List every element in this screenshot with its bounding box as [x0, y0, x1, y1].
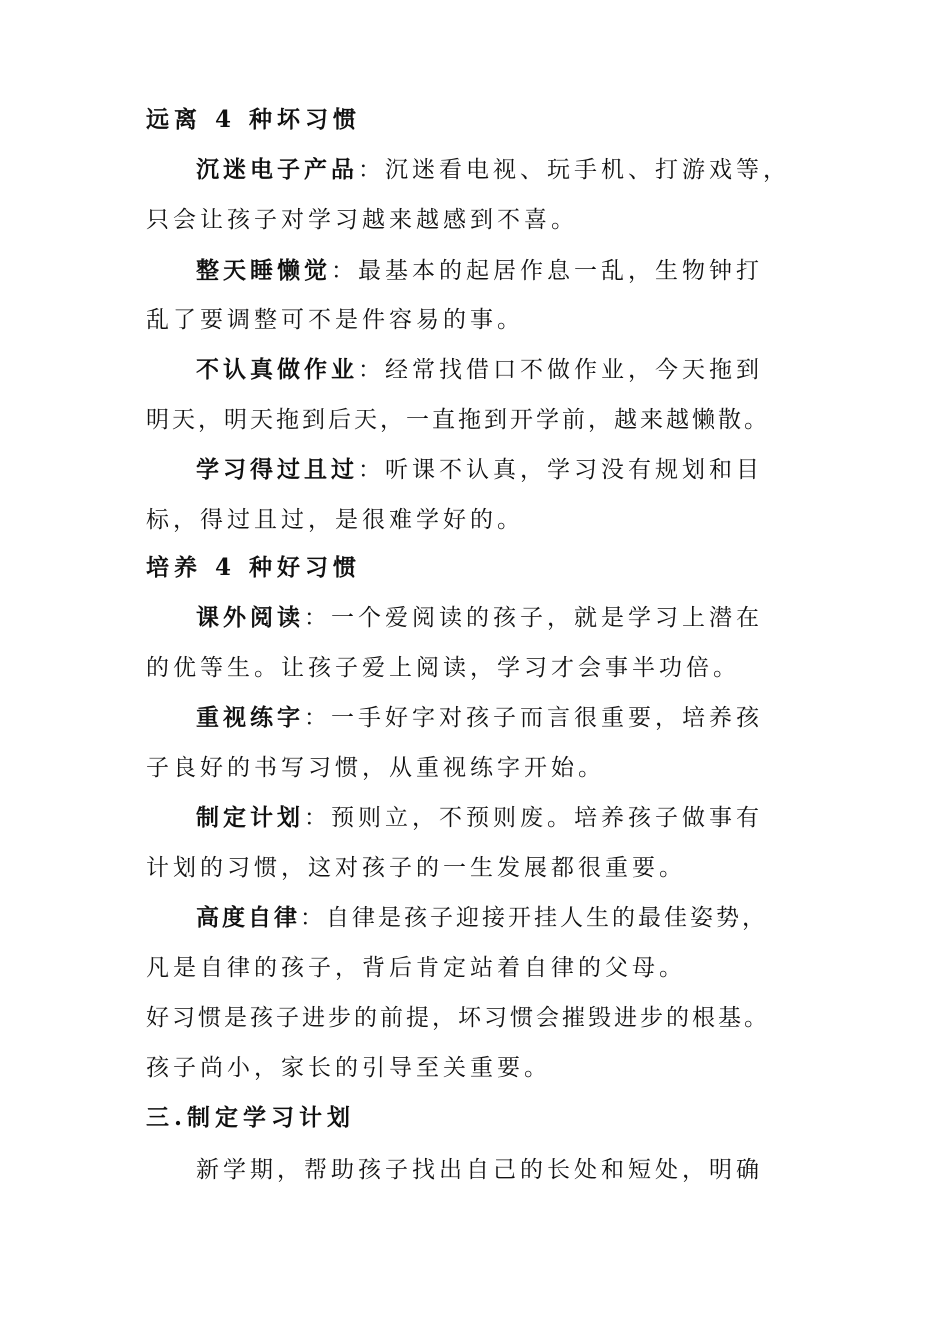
paragraph-handwriting-line-1	[196, 703, 763, 733]
term-study: 学习得过且过	[196, 456, 358, 483]
term-electronics: 沉迷电子产品	[196, 156, 358, 183]
paragraph-electronics-line-1	[196, 155, 790, 185]
paragraph-homework-line-1	[196, 355, 763, 385]
colon: ：	[358, 157, 385, 183]
paragraph-reading-line-2: 的优等生。让孩子爱上阅读，学习才会事半功倍。	[146, 655, 740, 681]
summary-line-2: 孩子尚小，家长的引导至关重要。	[146, 1055, 551, 1081]
colon: ：	[331, 258, 358, 284]
paragraph-text: 自律是孩子迎接开挂人生的最佳姿势，	[326, 905, 768, 931]
paragraph-planning-line-1	[196, 803, 763, 833]
colon: ：	[304, 805, 331, 831]
term-discipline: 高度自律	[196, 904, 300, 931]
paragraph-text: 一个爱阅读的孩子，就是学习上潜在	[331, 605, 763, 631]
paragraph-text: 沉迷看电视、玩手机、打游戏等，	[385, 157, 790, 183]
paragraph-text: 最基本的起居作息一乱，生物钟打	[358, 258, 763, 284]
paragraph-reading-line-1	[196, 603, 763, 633]
section-heading-good-habits: 培养 4 种好习惯	[146, 554, 362, 581]
colon: ：	[300, 905, 326, 931]
section-heading-bad-habits: 远离 4 种坏习惯	[146, 106, 362, 133]
term-handwriting: 重视练字	[196, 704, 304, 731]
term-homework: 不认真做作业	[196, 356, 358, 383]
section-heading-study-plan: 三.制定学习计划	[146, 1104, 356, 1131]
paragraph-text: 听课不认真，学习没有规划和目	[385, 457, 763, 483]
paragraph-study-line-1	[196, 455, 763, 485]
paragraph-discipline-line-1	[196, 903, 768, 933]
paragraph-study-plan-line-1: 新学期，帮助孩子找出自己的长处和短处，明确	[196, 1157, 763, 1183]
term-reading: 课外阅读	[196, 604, 304, 631]
colon: ：	[304, 605, 331, 631]
paragraph-discipline-line-2: 凡是自律的孩子，背后肯定站着自律的父母。	[146, 955, 686, 981]
paragraph-homework-line-2: 明天，明天拖到后天，一直拖到开学前，越来越懒散。	[146, 407, 770, 433]
colon: ：	[358, 357, 385, 383]
paragraph-handwriting-line-2: 子良好的书写习惯，从重视练字开始。	[146, 755, 605, 781]
paragraph-text: 一手好字对孩子而言很重要，培养孩	[331, 705, 763, 731]
colon: ：	[358, 457, 385, 483]
paragraph-planning-line-2: 计划的习惯，这对孩子的一生发展都很重要。	[146, 855, 686, 881]
summary-line-1: 好习惯是孩子进步的前提，坏习惯会摧毁进步的根基。	[146, 1005, 770, 1031]
paragraph-electronics-line-2: 只会让孩子对学习越来越感到不喜。	[146, 207, 578, 233]
paragraph-sleep-line-1	[196, 256, 763, 286]
term-sleep: 整天睡懒觉	[196, 257, 331, 284]
paragraph-sleep-line-2: 乱了要调整可不是件容易的事。	[146, 307, 524, 333]
paragraph-study-line-2: 标，得过且过，是很难学好的。	[146, 507, 524, 533]
paragraph-text: 预则立，不预则废。培养孩子做事有	[331, 805, 763, 831]
term-planning: 制定计划	[196, 804, 304, 831]
colon: ：	[304, 705, 331, 731]
paragraph-text: 经常找借口不做作业，今天拖到	[385, 357, 763, 383]
